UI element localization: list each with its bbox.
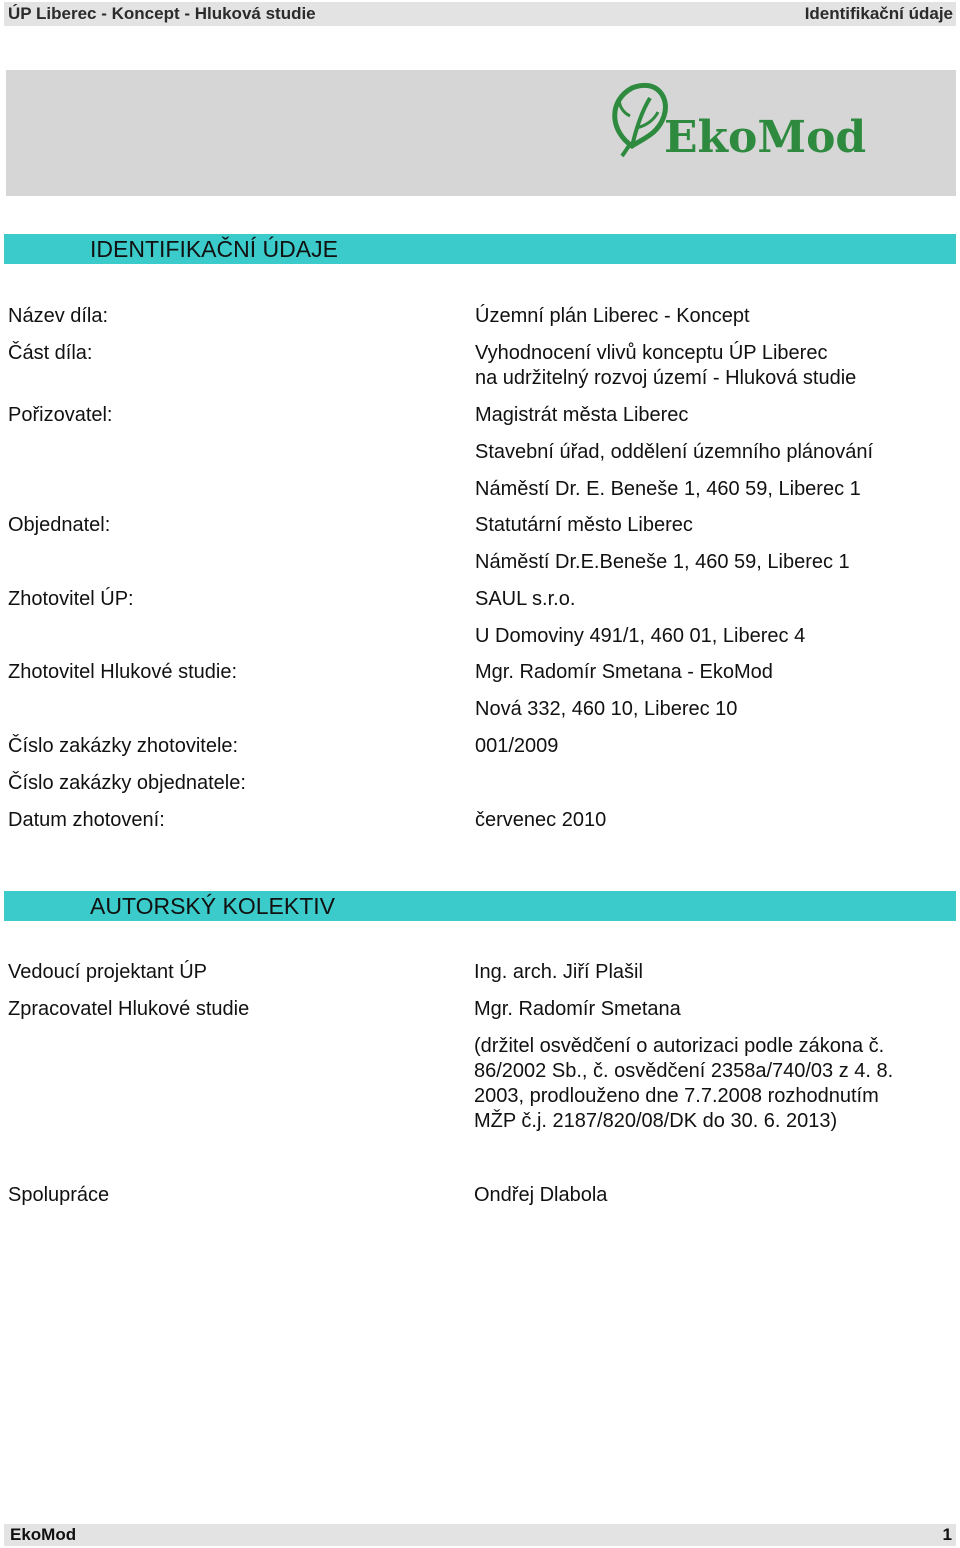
header-section-title: Identifikační údaje <box>804 4 953 23</box>
label-spoluprace: Spolupráce <box>8 1184 110 1206</box>
value-objednatel-1: Statutární město Liberec <box>475 514 693 536</box>
label-datum: Datum zhotovení: <box>8 809 165 831</box>
page-number: 1 <box>942 1525 952 1544</box>
value-zhotovitel-hs-1: Mgr. Radomír Smetana - EkoMod <box>475 661 773 683</box>
value-objednatel-2: Náměstí Dr.E.Beneše 1, 460 59, Liberec 1 <box>475 551 850 573</box>
value-cast-2: na udržitelný rozvoj území - Hluková studie <box>475 367 857 389</box>
value-datum: červenec 2010 <box>475 809 607 831</box>
authorization-note-line-3: 2003, prodlouženo dne 7.7.2008 rozhodnutím <box>474 1085 879 1107</box>
value-porizovatel-2: Stavební úřad, oddělení územního plánování <box>475 441 874 463</box>
label-nazev: Název díla: <box>8 305 109 327</box>
section-identification-heading <box>4 234 956 264</box>
header-document-title: ÚP Liberec - Koncept - Hluková studie <box>8 4 316 23</box>
value-cislo-zhotovitele: 001/2009 <box>475 735 559 757</box>
value-vedouci: Ing. arch. Jiří Plašil <box>474 961 643 983</box>
label-porizovatel: Pořizovatel: <box>8 404 113 426</box>
value-zpracovatel: Mgr. Radomír Smetana <box>474 998 681 1020</box>
section-title: AUTORSKÝ KOLEKTIV <box>90 893 335 919</box>
label-objednatel: Objednatel: <box>8 514 111 536</box>
value-porizovatel-3: Náměstí Dr. E. Beneše 1, 460 59, Liberec 1 <box>475 478 861 500</box>
value-porizovatel-1: Magistrát města Liberec <box>475 404 689 426</box>
page-footer <box>4 1524 956 1546</box>
label-vedouci: Vedoucí projektant ÚP <box>8 961 208 983</box>
label-cislo-zhotovitele: Číslo zakázky zhotovitele: <box>8 735 239 757</box>
ekomod-logo <box>602 76 922 166</box>
label-cast: Část díla: <box>8 342 93 364</box>
label-cislo-objednatele: Číslo zakázky objednatele: <box>8 772 246 794</box>
authorization-note-line-2: 86/2002 Sb., č. osvědčení 2358a/740/03 z 4. 8. <box>474 1060 894 1082</box>
label-zhotovitel-up: Zhotovitel ÚP: <box>8 588 134 610</box>
logo-text: EkoMod <box>664 112 867 163</box>
value-cast-1: Vyhodnocení vlivů konceptu ÚP Liberec <box>475 342 828 364</box>
value-spoluprace: Ondřej Dlabola <box>474 1184 608 1206</box>
logo-area <box>6 70 956 196</box>
value-zhotovitel-up-2: U Domoviny 491/1, 460 01, Liberec 4 <box>475 625 806 647</box>
section-team-heading <box>4 891 956 921</box>
value-zhotovitel-up-1: SAUL s.r.o. <box>475 588 576 610</box>
value-nazev: Územní plán Liberec - Koncept <box>475 305 750 327</box>
authorization-note-line-4: MŽP č.j. 2187/820/08/DK do 30. 6. 2013) <box>474 1110 838 1132</box>
authorization-note-line-1: (držitel osvědčení o autorizaci podle zákona č. <box>474 1035 885 1057</box>
leaf-logo-icon <box>615 85 666 156</box>
footer-company: EkoMod <box>10 1525 77 1544</box>
label-zpracovatel: Zpracovatel Hlukové studie <box>8 998 250 1020</box>
label-zhotovitel-hs: Zhotovitel Hlukové studie: <box>8 661 238 683</box>
section-title: IDENTIFIKAČNÍ ÚDAJE <box>90 236 338 262</box>
page-header <box>4 2 956 26</box>
value-zhotovitel-hs-2: Nová 332, 460 10, Liberec 10 <box>475 698 738 720</box>
